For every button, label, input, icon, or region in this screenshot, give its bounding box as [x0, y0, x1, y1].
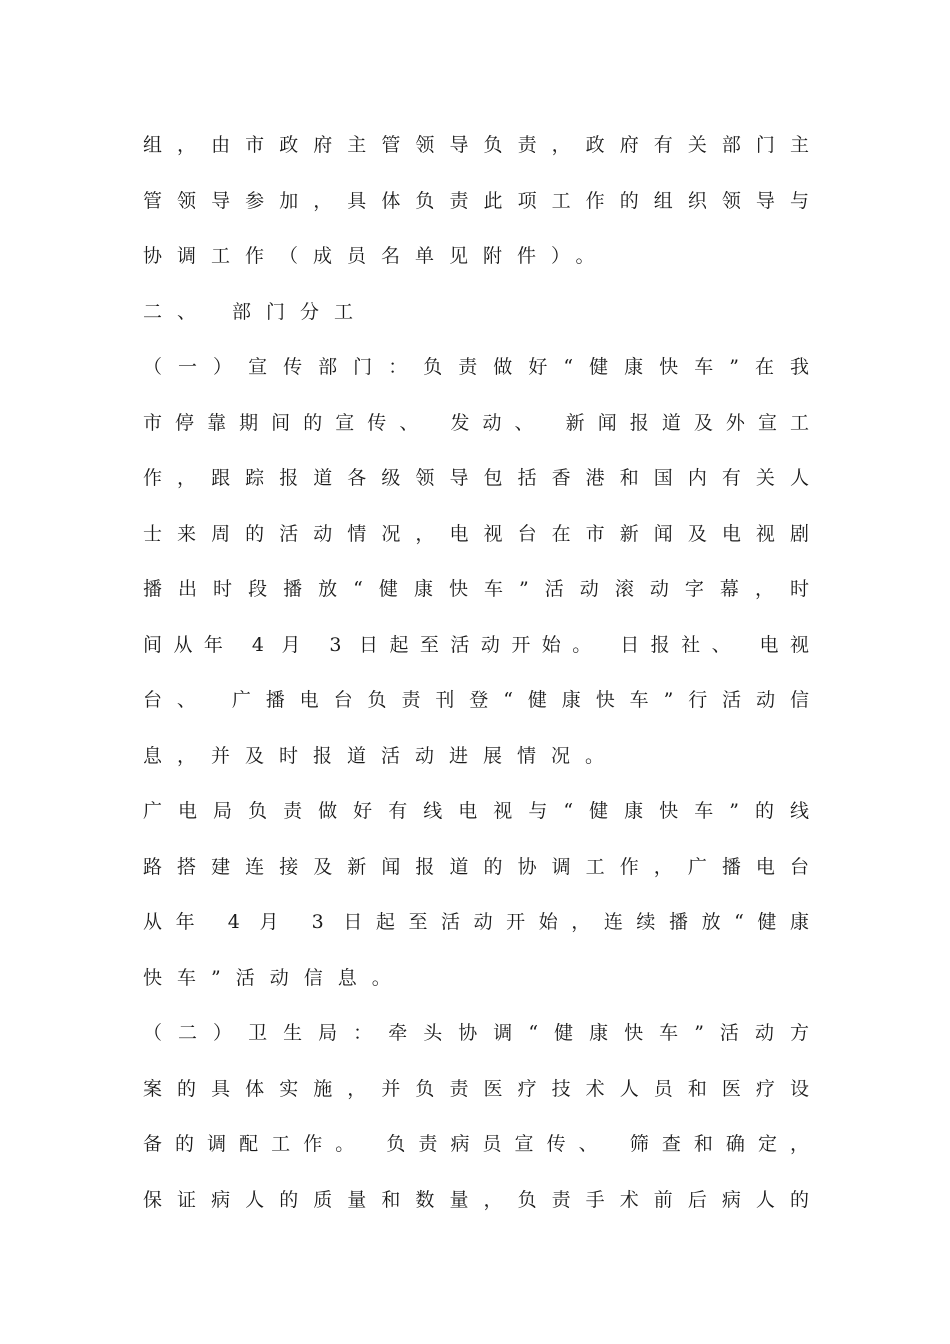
text-line-19: 备的调配工作。 负责病员宣传、 筛查和确定， — [143, 1133, 809, 1155]
text-line-7: 作，跟踪报道各级领导包括香港和国内有关人 — [143, 467, 809, 489]
text-line-13: 广电局负责做好有线电视与“健康快车”的线 — [143, 800, 809, 822]
text-line-9: 播出时段播放“健康快车”活动滚动字幕，时 — [143, 578, 809, 600]
text-line-5: （一）宣传部门：负责做好“健康快车”在我 — [143, 356, 809, 378]
text-line-17: （二）卫生局：牵头协调“健康快车”活动方 — [143, 1022, 809, 1044]
text-line-8: 士来周的活动情况，电视台在市新闻及电视剧 — [143, 523, 809, 545]
text-line-2: 管领导参加，具体负责此项工作的组织领导与 — [143, 190, 809, 212]
text-line-11: 台、 广播电台负责刊登“健康快车”行活动信 — [143, 689, 809, 711]
text-line-16: 快车”活动信息。 — [143, 967, 406, 989]
text-line-3: 协调工作（成员名单见附件）。 — [143, 245, 610, 267]
section-heading: 二、 部门分工 — [143, 301, 369, 323]
text-line-6: 市停靠期间的宣传、 发动、 新闻报道及外宣工 — [143, 412, 809, 434]
text-line-10: 间从年 4 月 3 日起至活动开始。 日报社、 电视 — [143, 634, 809, 656]
text-line-18: 案的具体实施，并负责医疗技术人员和医疗设 — [143, 1078, 809, 1100]
text-line-12: 息，并及时报道活动进展情况。 — [143, 745, 620, 767]
text-line-15: 从年 4 月 3 日起至活动开始，连续播放“健康 — [143, 911, 809, 933]
text-line-20: 保证病人的质量和数量，负责手术前后病人的 — [143, 1189, 809, 1211]
text-line-1: 组，由市政府主管领导负责，政府有关部门主 — [143, 134, 809, 156]
text-line-14: 路搭建连接及新闻报道的协调工作，广播电台 — [143, 856, 809, 878]
